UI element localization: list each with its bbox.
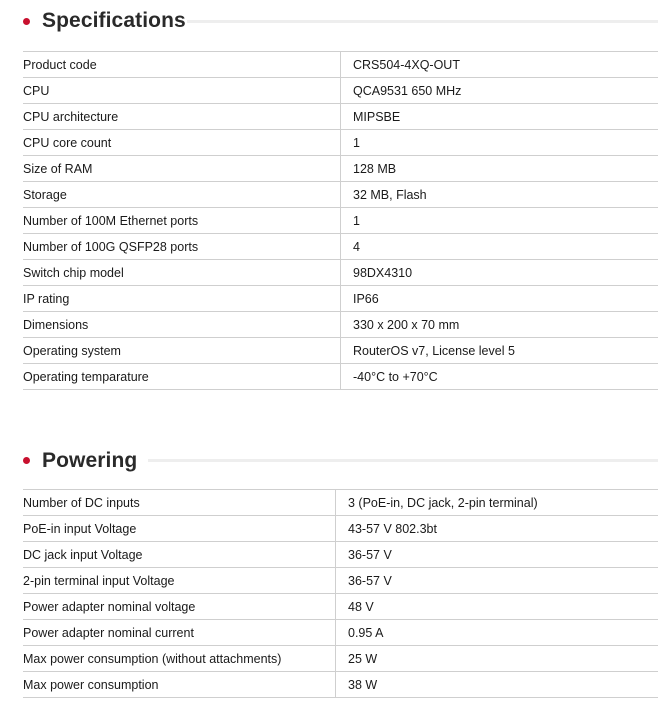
spec-row: [23, 208, 658, 234]
spec-label: CPU core count: [23, 130, 341, 156]
spec-label: Number of 100G QSFP28 ports: [23, 234, 341, 260]
spec-row: [23, 130, 658, 156]
spec-label: PoE-in input Voltage: [23, 516, 336, 542]
spec-value: 25 W: [336, 646, 658, 672]
spec-label: Max power consumption (without attachments): [23, 646, 336, 672]
spec-row: [23, 286, 658, 312]
powering-section: [0, 440, 658, 692]
spec-label: CPU architecture: [23, 104, 341, 130]
spec-label: Operating system: [23, 338, 341, 364]
spec-label: Product code: [23, 52, 341, 78]
spec-row: [23, 646, 658, 672]
bullet-dot-icon: [23, 18, 30, 25]
spec-label: Max power consumption: [23, 672, 336, 698]
spec-label: Number of DC inputs: [23, 490, 336, 516]
spec-value: 0.95 A: [336, 620, 658, 646]
header-divider: [187, 20, 658, 23]
spec-value: 43-57 V 802.3bt: [336, 516, 658, 542]
spec-row: [23, 490, 658, 516]
spec-value: 1: [341, 130, 658, 156]
spec-label: Switch chip model: [23, 260, 341, 286]
spec-value: 32 MB, Flash: [341, 182, 658, 208]
spec-value: 4: [341, 234, 658, 260]
spec-row: [23, 542, 658, 568]
spec-row: [23, 672, 658, 698]
spec-label: CPU: [23, 78, 341, 104]
specifications-table: [23, 51, 658, 390]
spec-row: [23, 52, 658, 78]
spec-row: [23, 78, 658, 104]
spec-row: [23, 312, 658, 338]
spec-value: CRS504-4XQ-OUT: [341, 52, 658, 78]
spec-label: Size of RAM: [23, 156, 341, 182]
spec-row: [23, 364, 658, 390]
spec-value: 36-57 V: [336, 542, 658, 568]
spec-value: 48 V: [336, 594, 658, 620]
spec-label: Power adapter nominal voltage: [23, 594, 336, 620]
spec-value: 1: [341, 208, 658, 234]
powering-table: [23, 489, 658, 698]
spec-value: IP66: [341, 286, 658, 312]
spec-row: [23, 594, 658, 620]
bullet-dot-icon: [23, 457, 30, 464]
spec-value: RouterOS v7, License level 5: [341, 338, 658, 364]
spec-value: -40°C to +70°C: [341, 364, 658, 390]
header-divider: [148, 459, 658, 462]
spec-label: Dimensions: [23, 312, 341, 338]
spec-row: [23, 338, 658, 364]
spec-row: [23, 156, 658, 182]
spec-row: [23, 104, 658, 130]
powering-title: Powering: [42, 449, 138, 472]
spec-row: [23, 620, 658, 646]
spec-label: Power adapter nominal current: [23, 620, 336, 646]
powering-header: [0, 440, 658, 480]
spec-label: Number of 100M Ethernet ports: [23, 208, 341, 234]
spec-value: 38 W: [336, 672, 658, 698]
specifications-title: Specifications: [42, 9, 186, 32]
spec-value: 330 x 200 x 70 mm: [341, 312, 658, 338]
spec-row: [23, 516, 658, 542]
spec-value: 128 MB: [341, 156, 658, 182]
spec-label: IP rating: [23, 286, 341, 312]
spec-label: 2-pin terminal input Voltage: [23, 568, 336, 594]
spec-value: 98DX4310: [341, 260, 658, 286]
spec-label: Operating temparature: [23, 364, 341, 390]
spec-row: [23, 182, 658, 208]
spec-value: 36-57 V: [336, 568, 658, 594]
spec-label: Storage: [23, 182, 341, 208]
spec-value: QCA9531 650 MHz: [341, 78, 658, 104]
specifications-header: [0, 0, 658, 40]
spec-row: [23, 260, 658, 286]
spec-label: DC jack input Voltage: [23, 542, 336, 568]
spec-value: 3 (PoE-in, DC jack, 2-pin terminal): [336, 490, 658, 516]
spec-row: [23, 568, 658, 594]
spec-value: MIPSBE: [341, 104, 658, 130]
spec-row: [23, 234, 658, 260]
